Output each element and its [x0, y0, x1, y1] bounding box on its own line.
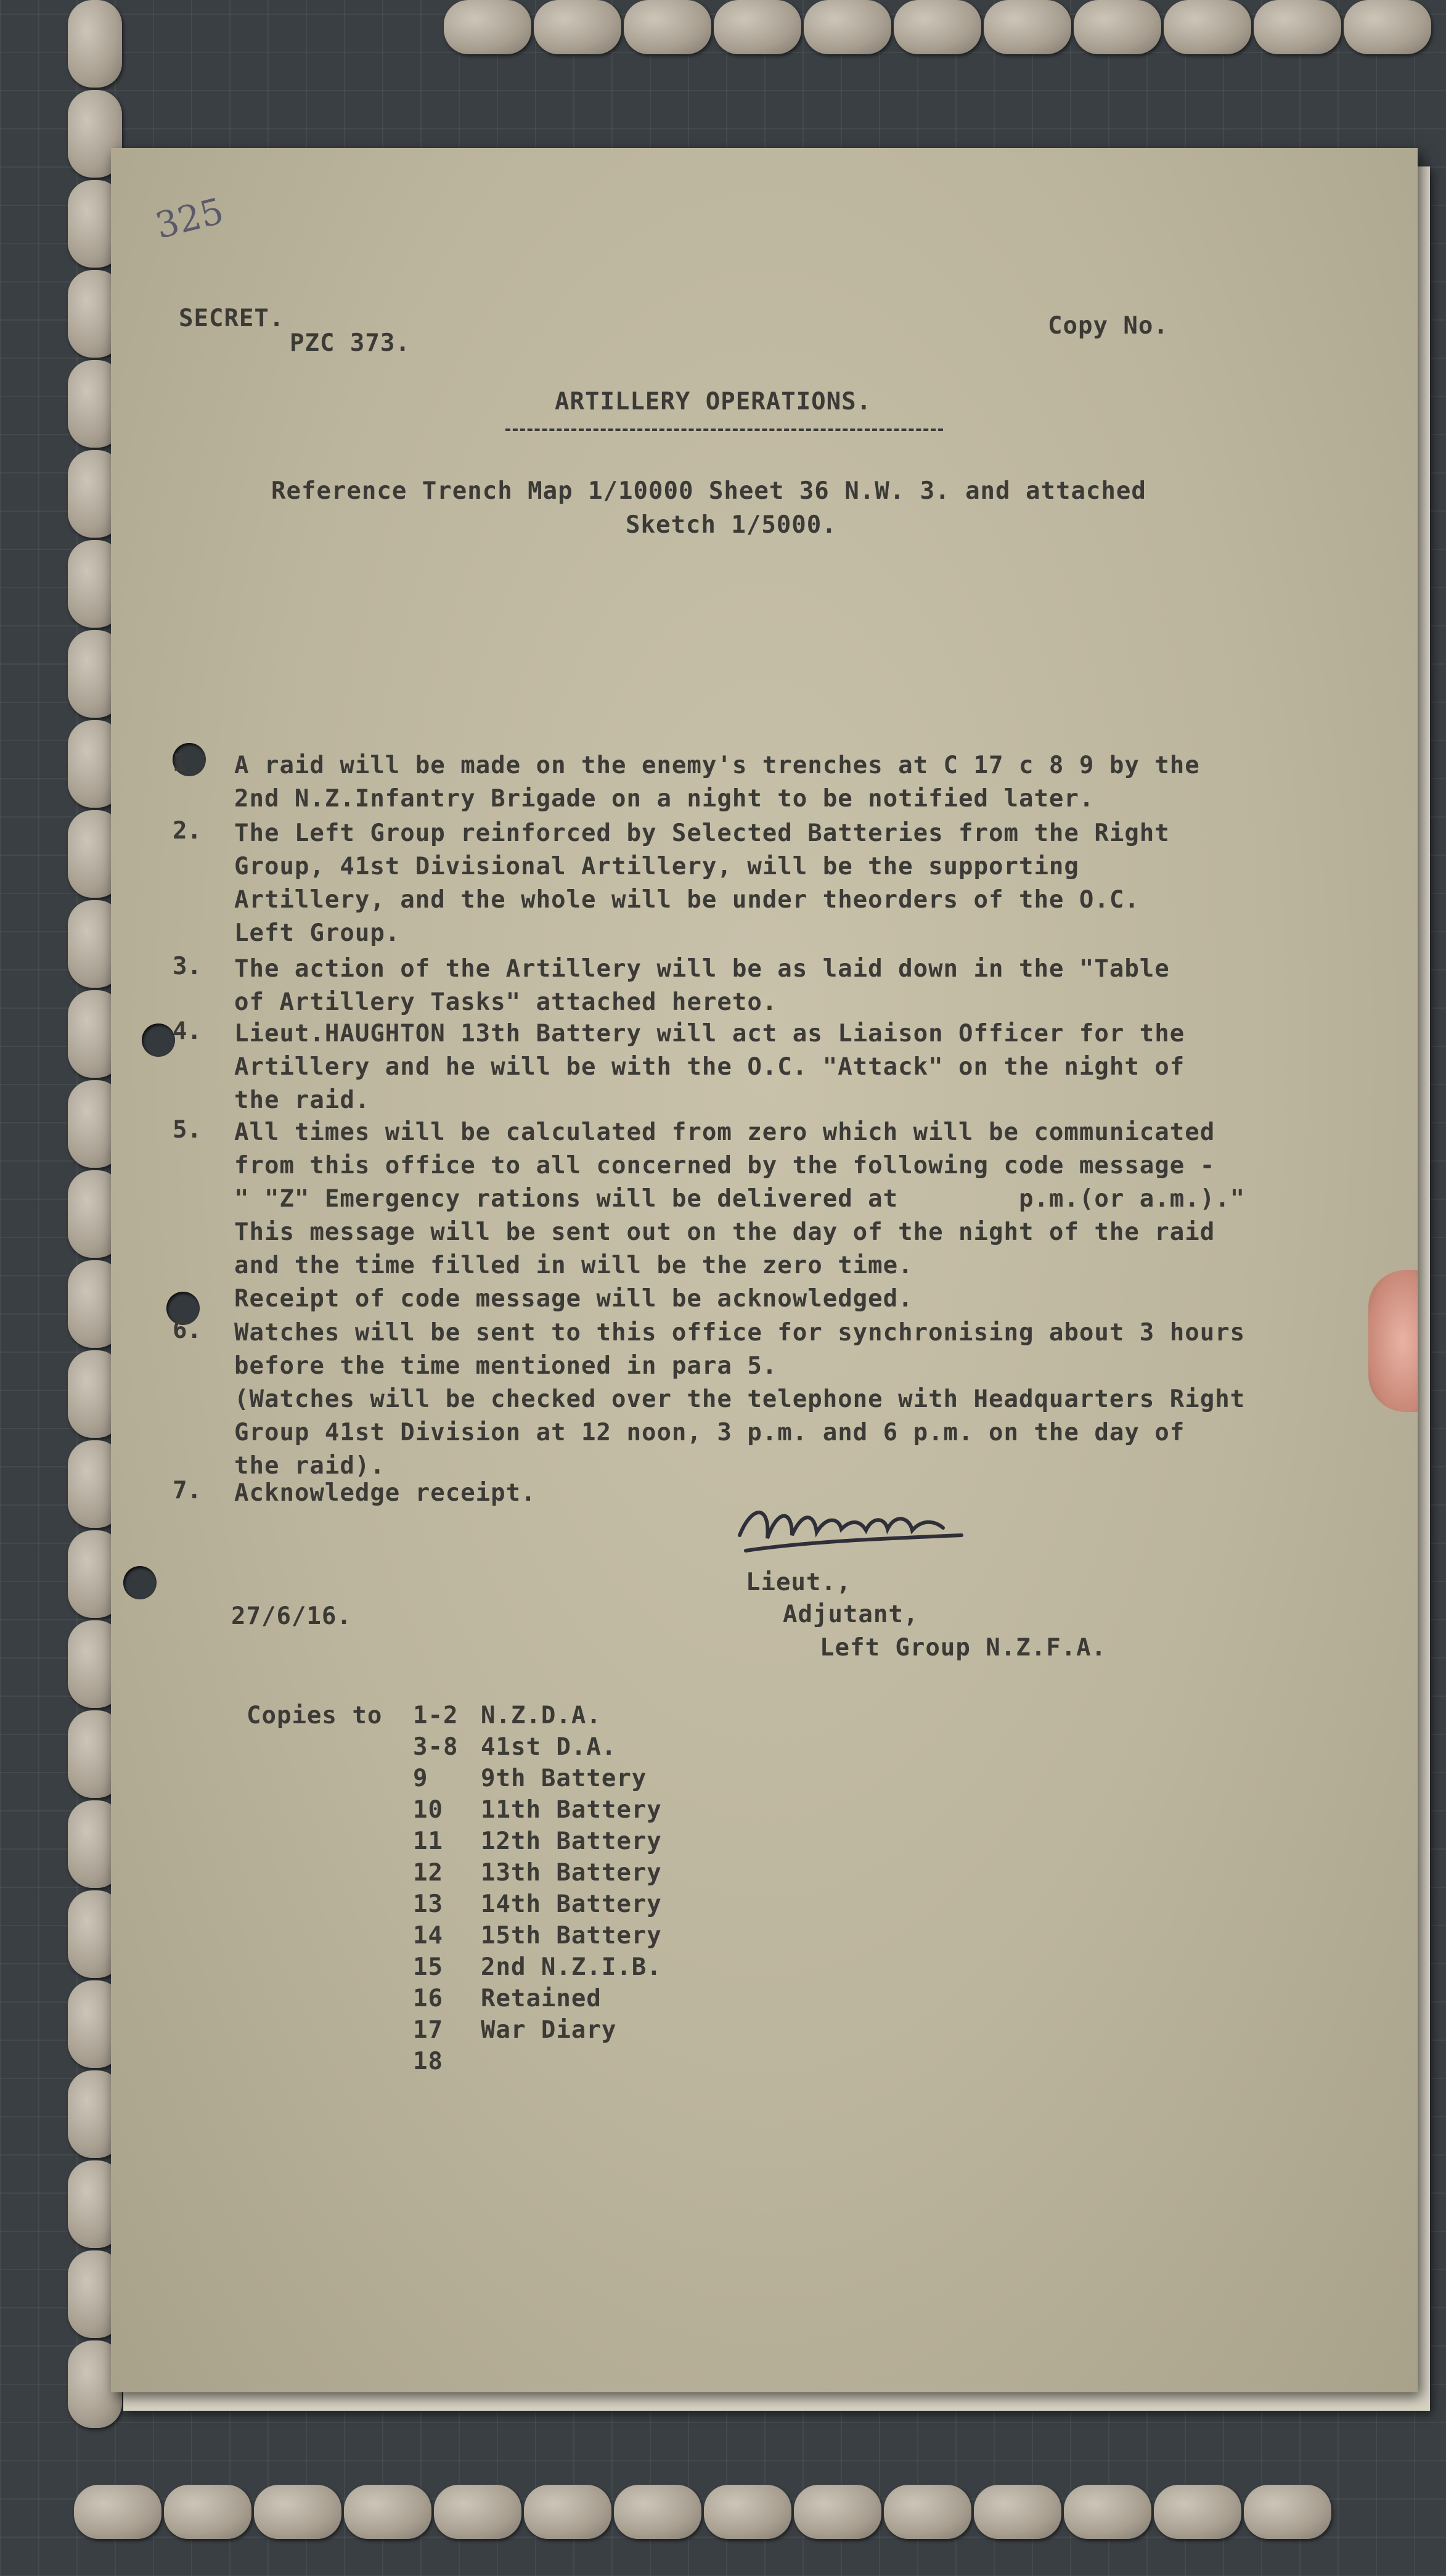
copy-row — [247, 1702, 740, 1734]
bead — [1154, 2485, 1241, 2539]
bead — [344, 2485, 431, 2539]
copy-row — [247, 1953, 740, 1985]
copy-number: 14 — [413, 1922, 443, 1950]
paragraph-line: the raid. — [234, 1086, 370, 1114]
copy-recipient: Retained — [481, 1985, 602, 2012]
paragraph-line: before the time mentioned in para 5. — [234, 1352, 778, 1380]
file-number: 325 — [151, 189, 228, 247]
bead — [624, 0, 711, 54]
paragraph-text — [234, 749, 1200, 816]
bead — [1164, 0, 1251, 54]
paragraph-line: Artillery, and the whole will be under theorders of the O.C. — [234, 886, 1140, 914]
paragraph-text — [234, 1477, 536, 1510]
paragraph-text — [234, 953, 1170, 1019]
copy-row — [247, 2016, 740, 2048]
copy-row — [247, 1985, 740, 2017]
copy-number: 16 — [413, 1985, 443, 2012]
paragraph-line: Left Group. — [234, 919, 401, 947]
paragraph-number: 1. — [173, 749, 202, 777]
copy-number: 15 — [413, 1953, 443, 1981]
copy-row — [247, 1890, 740, 1922]
copy-number: 13 — [413, 1890, 443, 1918]
bead — [164, 2485, 251, 2539]
copy-row — [247, 1733, 740, 1765]
paragraph-line: (Watches will be checked over the telephone with Headquarters Right — [234, 1385, 1246, 1413]
paragraph-line: of Artillery Tasks" attached hereto. — [234, 988, 778, 1016]
paragraph-line: and the time filled in will be the zero time. — [234, 1252, 913, 1279]
copy-recipient: 12th Battery — [481, 1827, 662, 1855]
handwritten-signature — [733, 1492, 968, 1566]
copy-row — [247, 2048, 740, 2080]
paragraph-line: This message will be sent out on the day of the night of the raid — [234, 1218, 1215, 1246]
bead — [614, 2485, 701, 2539]
bead — [974, 2485, 1061, 2539]
paragraph-number: 5. — [173, 1116, 202, 1144]
bead — [68, 0, 122, 88]
paragraph-line: A raid will be made on the enemy's trenches at C 17 c 8 9 by the — [234, 752, 1200, 779]
bead — [1254, 0, 1341, 54]
bead — [884, 2485, 971, 2539]
signature-rank: Lieut., — [746, 1569, 852, 1596]
bead — [1344, 0, 1431, 54]
bead — [1074, 0, 1161, 54]
paragraph-line: Lieut.HAUGHTON 13th Battery will act as Liaison Officer for the — [234, 1020, 1185, 1048]
bead — [444, 0, 531, 54]
signature-title: Adjutant, — [783, 1601, 919, 1628]
copy-row — [247, 1922, 740, 1954]
copy-number: 17 — [413, 2016, 443, 2044]
copy-number: 12 — [413, 1859, 443, 1887]
holding-thumb — [1368, 1270, 1418, 1412]
copy-row — [247, 1827, 740, 1860]
paragraph-number: 6. — [173, 1316, 202, 1344]
paragraph-text — [234, 1017, 1185, 1117]
paragraph-text — [234, 817, 1170, 950]
bead — [254, 2485, 341, 2539]
bead — [794, 2485, 881, 2539]
paragraph-line: the raid). — [234, 1452, 385, 1480]
copy-row — [247, 1796, 740, 1828]
copy-recipient: War Diary — [481, 2016, 617, 2044]
copy-row — [247, 1859, 740, 1891]
paragraph-line: Artillery and he will be with the O.C. "Attack" on the night of — [234, 1053, 1185, 1081]
copy-recipient: N.Z.D.A. — [481, 1702, 602, 1729]
paragraph-line: Watches will be sent to this office for synchronising about 3 hours — [234, 1319, 1246, 1347]
bead — [434, 2485, 521, 2539]
copies-label: Copies to — [247, 1702, 383, 1729]
reference-line-1: Reference Trench Map 1/10000 Sheet 36 N.W. 3. and attached — [271, 477, 1146, 505]
signature-unit: Left Group N.Z.F.A. — [820, 1634, 1107, 1662]
bead — [714, 0, 801, 54]
copy-recipient: 11th Battery — [481, 1796, 662, 1824]
bead-chain-top — [444, 0, 1431, 54]
bead — [984, 0, 1071, 54]
reference-line-2: Sketch 1/5000. — [626, 511, 837, 539]
bead — [534, 0, 621, 54]
paragraph-line: Group 41st Division at 12 noon, 3 p.m. and 6 p.m. on the day of — [234, 1419, 1185, 1446]
copy-recipient: 2nd N.Z.I.B. — [481, 1953, 662, 1981]
paragraph-line: The Left Group reinforced by Selected Batteries from the Right — [234, 819, 1170, 847]
copy-number: 18 — [413, 2048, 443, 2075]
document-date: 27/6/16. — [231, 1602, 352, 1630]
title-underline — [505, 429, 943, 431]
copy-recipient: 14th Battery — [481, 1890, 662, 1918]
signature-block — [733, 1492, 1107, 1662]
paragraph-number: 4. — [173, 1017, 202, 1045]
copy-recipient: 15th Battery — [481, 1922, 662, 1950]
bead — [524, 2485, 611, 2539]
paragraph-text — [234, 1316, 1245, 1483]
copy-recipient: 13th Battery — [481, 1859, 662, 1887]
copy-number-label: Copy No. — [1048, 312, 1169, 340]
punch-hole-2 — [142, 1023, 175, 1057]
bead — [1244, 2485, 1331, 2539]
bead-chain-bottom — [74, 2485, 1331, 2539]
paragraph-number: 2. — [173, 817, 202, 845]
bead — [74, 2485, 161, 2539]
document-sheet — [111, 148, 1418, 2392]
paragraph-line: All times will be calculated from zero which will be communicated — [234, 1118, 1215, 1146]
paragraph-line: from this office to all concerned by the following code message - — [234, 1152, 1215, 1179]
paragraph-number: 3. — [173, 953, 202, 980]
copy-number: 9 — [413, 1765, 428, 1792]
copy-number: 10 — [413, 1796, 443, 1824]
copy-row — [247, 1765, 740, 1797]
paragraph-line: 2nd N.Z.Infantry Brigade on a night to be notified later. — [234, 785, 1095, 813]
bead — [1064, 2485, 1151, 2539]
classification: SECRET. — [179, 305, 285, 332]
paragraph-line: Receipt of code message will be acknowledged. — [234, 1285, 913, 1313]
copy-recipient: 9th Battery — [481, 1765, 647, 1792]
copy-recipient: 41st D.A. — [481, 1733, 617, 1761]
paragraph-text — [234, 1116, 1245, 1316]
paragraph-line: The action of the Artillery will be as laid down in the "Table — [234, 955, 1170, 983]
copy-number: 3-8 — [413, 1733, 459, 1761]
copy-number: 1-2 — [413, 1702, 459, 1729]
punch-hole-4 — [123, 1566, 157, 1599]
paragraph-line: Group, 41st Divisional Artillery, will be the supporting — [234, 853, 1079, 880]
bead — [894, 0, 981, 54]
paragraph-number: 7. — [173, 1477, 202, 1504]
reference-code: PZC 373. — [290, 329, 411, 357]
page-title: ARTILLERY OPERATIONS. — [555, 388, 872, 416]
paragraph-line: Acknowledge receipt. — [234, 1479, 536, 1507]
bead — [804, 0, 891, 54]
paragraph-line: " "Z" Emergency rations will be delivered at p.m.(or a.m.)." — [234, 1185, 1246, 1213]
bead — [704, 2485, 791, 2539]
copy-number: 11 — [413, 1827, 443, 1855]
